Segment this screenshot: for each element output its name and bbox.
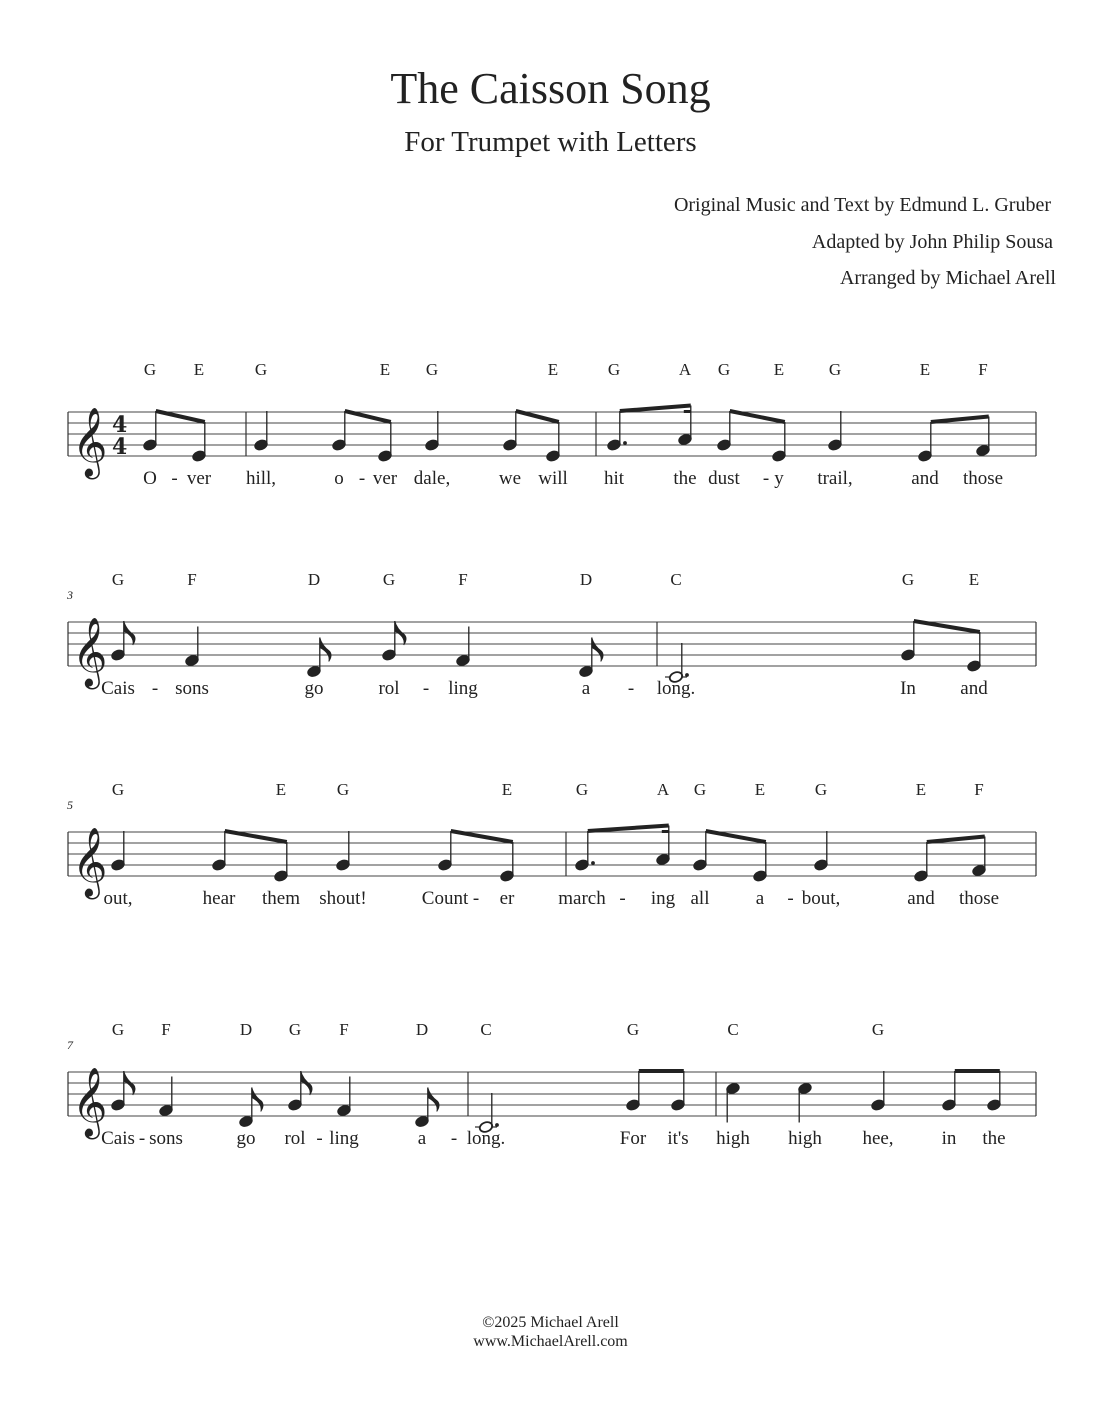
treble-clef-icon: 𝄞 — [72, 827, 108, 897]
note-beam — [620, 406, 691, 412]
lyric-syllable: long. — [466, 1128, 506, 1149]
lyric-hyphen: - — [619, 888, 626, 909]
note-letter: G — [111, 1020, 125, 1039]
note-letter: G — [425, 360, 439, 379]
note-beam — [588, 826, 669, 832]
note-flag — [428, 1088, 439, 1112]
lyric-syllable: it's — [667, 1128, 689, 1149]
time-signature-denominator: 4 — [112, 434, 128, 460]
lyric-hyphen: - — [472, 888, 480, 909]
lyric-syllable: dale, — [413, 468, 451, 489]
lyric-syllable: the — [673, 468, 697, 489]
note-letter: D — [239, 1020, 253, 1039]
lyric-syllable: ling — [448, 678, 478, 699]
note-flag — [252, 1088, 263, 1112]
lyric-syllable: ver — [186, 468, 212, 489]
lyric-syllable: out, — [103, 888, 133, 909]
lyric-hyphen: - — [450, 1128, 458, 1149]
note-letter: F — [974, 780, 984, 799]
time-signature-numerator: 4 — [112, 412, 128, 438]
lyric-syllable: high — [788, 1128, 822, 1149]
footer-copyright: ©2025 Michael Arell — [482, 1314, 619, 1331]
note-letter: A — [678, 360, 692, 379]
lyric-syllable: Count — [421, 888, 469, 909]
lyric-syllable: a — [417, 1128, 427, 1149]
lyric-syllable: rol — [284, 1128, 306, 1149]
note-letter: G — [901, 570, 915, 589]
note-letter: F — [339, 1020, 349, 1039]
lyric-syllable: hee, — [862, 1128, 894, 1149]
staff-svg — [0, 772, 1101, 932]
note-letter: G — [143, 360, 157, 379]
lyric-syllable: dust — [708, 468, 740, 489]
note-letter: A — [656, 780, 670, 799]
note-beam — [706, 831, 766, 842]
footer-website: www.MichaelArell.com — [473, 1333, 628, 1350]
note-letter: E — [919, 360, 931, 379]
lyric-syllable: sons — [175, 678, 209, 699]
note-letter: E — [915, 780, 927, 799]
lyric-syllable: ling — [329, 1128, 359, 1149]
lyric-syllable: ing — [650, 888, 676, 909]
augmentation-dot — [495, 1123, 499, 1127]
page-subtitle: For Trumpet with Letters — [404, 126, 697, 158]
lyric-hyphen: - — [316, 1128, 323, 1149]
lyric-syllable: in — [941, 1128, 957, 1149]
lyric-syllable: and — [907, 888, 935, 909]
note-letter: G — [871, 1020, 885, 1039]
note-letter: E — [193, 360, 205, 379]
note-letter: E — [547, 360, 559, 379]
note-letter: F — [458, 570, 468, 589]
lyric-syllable: shout! — [319, 888, 367, 909]
lyric-hyphen: - — [762, 468, 770, 489]
note-letter: G — [288, 1020, 302, 1039]
note-letter: F — [187, 570, 197, 589]
augmentation-dot — [623, 441, 627, 445]
lyric-syllable: the — [982, 1128, 1006, 1149]
note-flag — [592, 638, 603, 662]
lyric-hyphen: - — [171, 468, 178, 489]
note-letter: D — [307, 570, 321, 589]
treble-clef-icon: 𝄞 — [72, 407, 108, 477]
note-letter: G — [607, 360, 621, 379]
augmentation-dot — [685, 673, 689, 677]
treble-clef-icon: 𝄞 — [72, 617, 108, 687]
note-letter: D — [415, 1020, 429, 1039]
lyric-syllable: ver — [372, 468, 398, 489]
credit-arranged: Arranged by Michael Arell — [839, 267, 1056, 289]
lyric-syllable: march — [558, 888, 606, 909]
note-beam — [451, 831, 513, 842]
note-letter: G — [111, 780, 125, 799]
lyric-hyphen: - — [787, 888, 794, 909]
note-letter: E — [501, 780, 513, 799]
note-letter: G — [814, 780, 828, 799]
lyric-syllable: a — [755, 888, 765, 909]
note-beam — [931, 417, 989, 423]
note-letter: F — [978, 360, 988, 379]
note-beam — [225, 831, 287, 842]
lyric-syllable: and — [960, 678, 988, 699]
note-flag — [320, 638, 331, 662]
lyric-syllable: hill, — [245, 468, 277, 489]
lyric-syllable: hit — [603, 468, 625, 489]
note-letter: C — [670, 570, 682, 589]
lyric-hyphen: - — [627, 678, 635, 699]
note-letter: G — [111, 570, 125, 589]
lyric-syllable: For — [619, 1128, 647, 1149]
lyric-syllable: go — [304, 678, 324, 699]
note-letter: G — [717, 360, 731, 379]
note-letter: G — [626, 1020, 640, 1039]
lyric-syllable: long. — [656, 678, 696, 699]
lyric-syllable: those — [962, 468, 1004, 489]
measure-number: 5 — [67, 798, 73, 812]
note-beam — [914, 621, 980, 632]
note-beam — [516, 411, 559, 422]
staff-system — [0, 1012, 1101, 1172]
lyric-syllable: er — [499, 888, 515, 909]
lyric-syllable: a — [581, 678, 591, 699]
lyric-syllable: all — [690, 888, 710, 909]
note-letter: E — [275, 780, 287, 799]
credit-music: Original Music and Text by Edmund L. Gruber — [673, 194, 1051, 216]
lyric-syllable: O — [143, 468, 157, 489]
note-letter: C — [727, 1020, 739, 1039]
note-letter: E — [773, 360, 785, 379]
lyric-syllable: y — [774, 468, 784, 489]
note-beam — [345, 411, 391, 422]
note-letter: D — [579, 570, 593, 589]
note-beam — [927, 837, 985, 843]
staff-svg — [0, 562, 1101, 722]
note-letter: E — [968, 570, 980, 589]
lyric-syllable: will — [538, 468, 568, 489]
note-letter: E — [379, 360, 391, 379]
note-letter: G — [693, 780, 707, 799]
credit-adapted: Adapted by John Philip Sousa — [811, 231, 1053, 253]
lyric-syllable: hear — [202, 888, 236, 909]
augmentation-dot — [591, 861, 595, 865]
lyric-syllable: Cais — [101, 1128, 135, 1149]
lyric-syllable: those — [958, 888, 1000, 909]
lyric-syllable: them — [262, 888, 300, 909]
lyric-syllable: Cais — [101, 678, 135, 699]
note-letter: C — [480, 1020, 492, 1039]
lyric-syllable: and — [911, 468, 939, 489]
note-letter: G — [828, 360, 842, 379]
lyric-hyphen: - — [151, 678, 159, 699]
staff-system — [0, 562, 1101, 722]
note-letter: G — [336, 780, 350, 799]
lyric-hyphen: - — [422, 678, 430, 699]
lyric-syllable: o — [334, 468, 344, 489]
note-letter: F — [161, 1020, 171, 1039]
lyric-syllable: go — [236, 1128, 256, 1149]
staff-system — [0, 772, 1101, 932]
lyric-hyphen: - — [138, 1128, 146, 1149]
note-letter: G — [382, 570, 396, 589]
lyric-syllable: rol — [378, 678, 400, 699]
treble-clef-icon: 𝄞 — [72, 1067, 108, 1137]
measure-number: 7 — [67, 1038, 73, 1052]
lyric-syllable: sons — [149, 1128, 183, 1149]
lyric-syllable: high — [716, 1128, 750, 1149]
note-letter: E — [754, 780, 766, 799]
page-title: The Caisson Song — [390, 64, 711, 113]
lyric-syllable: bout, — [801, 888, 841, 909]
lyric-hyphen: - — [358, 468, 366, 489]
lyric-syllable: we — [498, 468, 522, 489]
lyric-syllable: trail, — [817, 468, 853, 489]
note-letter: G — [575, 780, 589, 799]
lyric-syllable: In — [900, 678, 916, 699]
note-beam — [730, 411, 785, 422]
staff-system — [0, 352, 1101, 512]
measure-number: 3 — [67, 588, 73, 602]
note-letter: G — [254, 360, 268, 379]
note-beam — [156, 411, 205, 422]
